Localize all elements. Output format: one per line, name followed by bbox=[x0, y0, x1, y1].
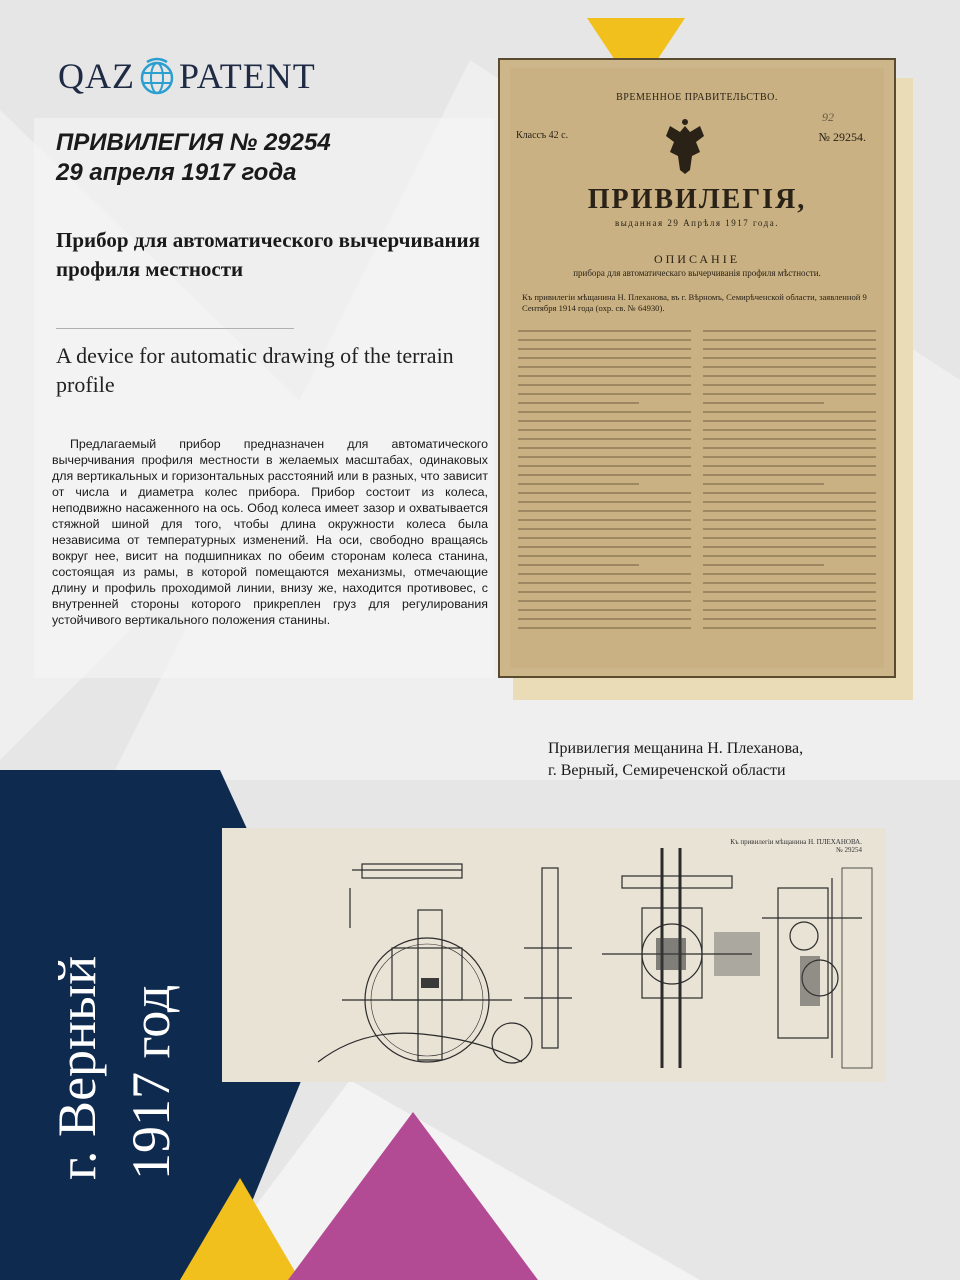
title-line-1: ПРИВИЛЕГИЯ № 29254 bbox=[56, 129, 331, 156]
document-text-line bbox=[518, 384, 691, 386]
document-description-subtitle: прибора для автоматическаго вычерчиванія профиля мѣстности. bbox=[573, 268, 821, 278]
document-text-line bbox=[518, 348, 691, 350]
document-text-line bbox=[518, 537, 691, 539]
subtitle-russian: Прибор для автоматического вычерчивания профиля местности bbox=[56, 228, 480, 281]
document-text-line bbox=[703, 456, 876, 458]
document-text-line bbox=[518, 510, 691, 512]
document-text-line bbox=[703, 348, 876, 350]
document-text-columns bbox=[518, 330, 876, 644]
document-text-line bbox=[518, 591, 691, 593]
document-number: № 29254. bbox=[818, 130, 866, 144]
document-text-line bbox=[703, 411, 876, 413]
document-text-line bbox=[518, 501, 691, 503]
caption-line-1: Привилегия мещанина Н. Плеханова, bbox=[548, 740, 804, 757]
document-text-line bbox=[703, 573, 876, 575]
document-text-line bbox=[703, 366, 876, 368]
document-text-line bbox=[703, 591, 876, 593]
vertical-line-2: 1917 год bbox=[121, 984, 181, 1180]
document-by-line: Къ привилегіи мѣщанина Н. Плеханова, въ г. Вѣрномъ, Семирѣченской области, заявленной 9 Сентября 1914 года (охр. св. № 64930). bbox=[522, 292, 867, 313]
document-issued: выданная 29 Апрѣля 1917 года. bbox=[614, 218, 779, 228]
document-text-line bbox=[518, 366, 691, 368]
patent-document-scan bbox=[498, 58, 896, 678]
document-text-line bbox=[703, 528, 876, 530]
document-text-line bbox=[703, 330, 876, 332]
document-text-line bbox=[518, 429, 691, 431]
document-text-line bbox=[518, 357, 691, 359]
description-paragraph: Предлагаемый прибор предназначен для автоматического вычерчивания профиля местности в желаемых масштабах, одинаковых для вертикальных и горизонтальных расстояний или в разных, что зависит от числа и диаметра колес прибора. Прибор состоит из колеса, неподвижно насаженного на ось. Обод колеса имеет зазор и охватывается стяжной шиной для того, чтобы длина окружности колеса была независима от температурных изменений. На оси, свободно вращаясь вокруг нее, висит на подшипниках по обеим сторонам колеса станина, состоящая из рамы, в которой помещаются механизмы, отмечающие длину и профиль проходимой линии, внизу же, находится противовес, с внутренней стороны которого прикреплен груз для регулирования устойчивого вертикального положения станины. bbox=[52, 437, 488, 627]
page-title bbox=[56, 128, 476, 188]
side-column bbox=[542, 868, 558, 1048]
document-text-line bbox=[703, 618, 876, 620]
document-heading: ПРИВИЛЕГІЯ, bbox=[587, 184, 807, 215]
document-text-line bbox=[703, 492, 876, 494]
technical-drawing bbox=[222, 828, 886, 1082]
double-headed-eagle-icon bbox=[660, 118, 710, 178]
divider bbox=[56, 328, 294, 329]
caption-line-2: г. Верный, Семиреченской области bbox=[548, 762, 786, 779]
drawing-header-line-2: № 29254 bbox=[836, 846, 862, 854]
logo-text-right: PATENT bbox=[179, 56, 316, 96]
drawing-header bbox=[730, 838, 862, 854]
document-text-line bbox=[518, 483, 639, 485]
document-text-line bbox=[518, 582, 691, 584]
document-text-line bbox=[703, 501, 876, 503]
document-text-line bbox=[518, 447, 691, 449]
document-column-right bbox=[703, 330, 876, 644]
document-pen-note: 92 bbox=[822, 110, 834, 124]
document-text-line bbox=[703, 474, 876, 476]
document-text-line bbox=[703, 420, 876, 422]
document-text-line bbox=[518, 330, 691, 332]
document-text-line bbox=[518, 465, 691, 467]
document-text-line bbox=[518, 546, 691, 548]
document-text-line bbox=[518, 519, 691, 521]
document-text-line bbox=[703, 627, 876, 629]
document-text-line bbox=[703, 537, 876, 539]
document-text-line bbox=[518, 411, 691, 413]
document-text-line bbox=[703, 429, 876, 431]
qazpatent-logo bbox=[58, 52, 316, 100]
vertical-location-year bbox=[40, 620, 188, 1180]
document-text-line bbox=[703, 546, 876, 548]
document-text-line bbox=[703, 357, 876, 359]
document-text-line bbox=[518, 627, 691, 629]
document-text-line bbox=[518, 492, 691, 494]
document-text-line bbox=[518, 600, 691, 602]
document-text-line bbox=[518, 609, 691, 611]
document-text-line bbox=[518, 420, 691, 422]
document-text-line bbox=[518, 339, 691, 341]
document-text-line bbox=[518, 618, 691, 620]
document-class: Классъ 42 с. bbox=[516, 130, 569, 141]
document-text-line bbox=[703, 465, 876, 467]
document-text-line bbox=[703, 564, 824, 566]
document-text-line bbox=[703, 402, 824, 404]
mechanism-drawing bbox=[222, 828, 886, 1082]
document-text-line bbox=[703, 600, 876, 602]
document-text-line bbox=[703, 555, 876, 557]
document-text-line bbox=[518, 456, 691, 458]
document-text-line bbox=[703, 483, 824, 485]
document-text-line bbox=[703, 438, 876, 440]
document-text-line bbox=[518, 393, 691, 395]
document-text-line bbox=[703, 375, 876, 377]
document-text-line bbox=[518, 528, 691, 530]
document-description-title: ОПИСАНІЕ bbox=[653, 252, 741, 266]
document-text-line bbox=[518, 375, 691, 377]
logo-text-left: QAZ bbox=[58, 56, 135, 96]
document-text-line bbox=[518, 564, 639, 566]
document-text-line bbox=[703, 510, 876, 512]
document-text-line bbox=[703, 447, 876, 449]
document-text-line bbox=[518, 573, 691, 575]
document-caption bbox=[548, 738, 908, 782]
vertical-line-1: г. Верный bbox=[47, 955, 107, 1180]
subtitle-english: A device for automatic drawing of the terrain profile bbox=[56, 343, 454, 397]
document-text-line bbox=[518, 474, 691, 476]
document-government: ВРЕМЕННОЕ ПРАВИТЕЛЬСТВО. bbox=[616, 92, 778, 103]
document-text-line bbox=[703, 339, 876, 341]
document-text-line bbox=[703, 393, 876, 395]
document-text-line bbox=[703, 519, 876, 521]
document-text-line bbox=[703, 609, 876, 611]
document-text-line bbox=[518, 555, 691, 557]
document-column-left bbox=[518, 330, 691, 644]
document-text-line bbox=[703, 384, 876, 386]
document-text-line bbox=[518, 438, 691, 440]
document-text-line bbox=[703, 582, 876, 584]
drawing-header-line-1: Къ привилегіи мѣщанина Н. ПЛЕХАНОВА. bbox=[730, 838, 862, 846]
document-text-line bbox=[518, 402, 639, 404]
globe-icon bbox=[137, 56, 177, 96]
title-line-2: 29 апреля 1917 года bbox=[56, 159, 297, 186]
